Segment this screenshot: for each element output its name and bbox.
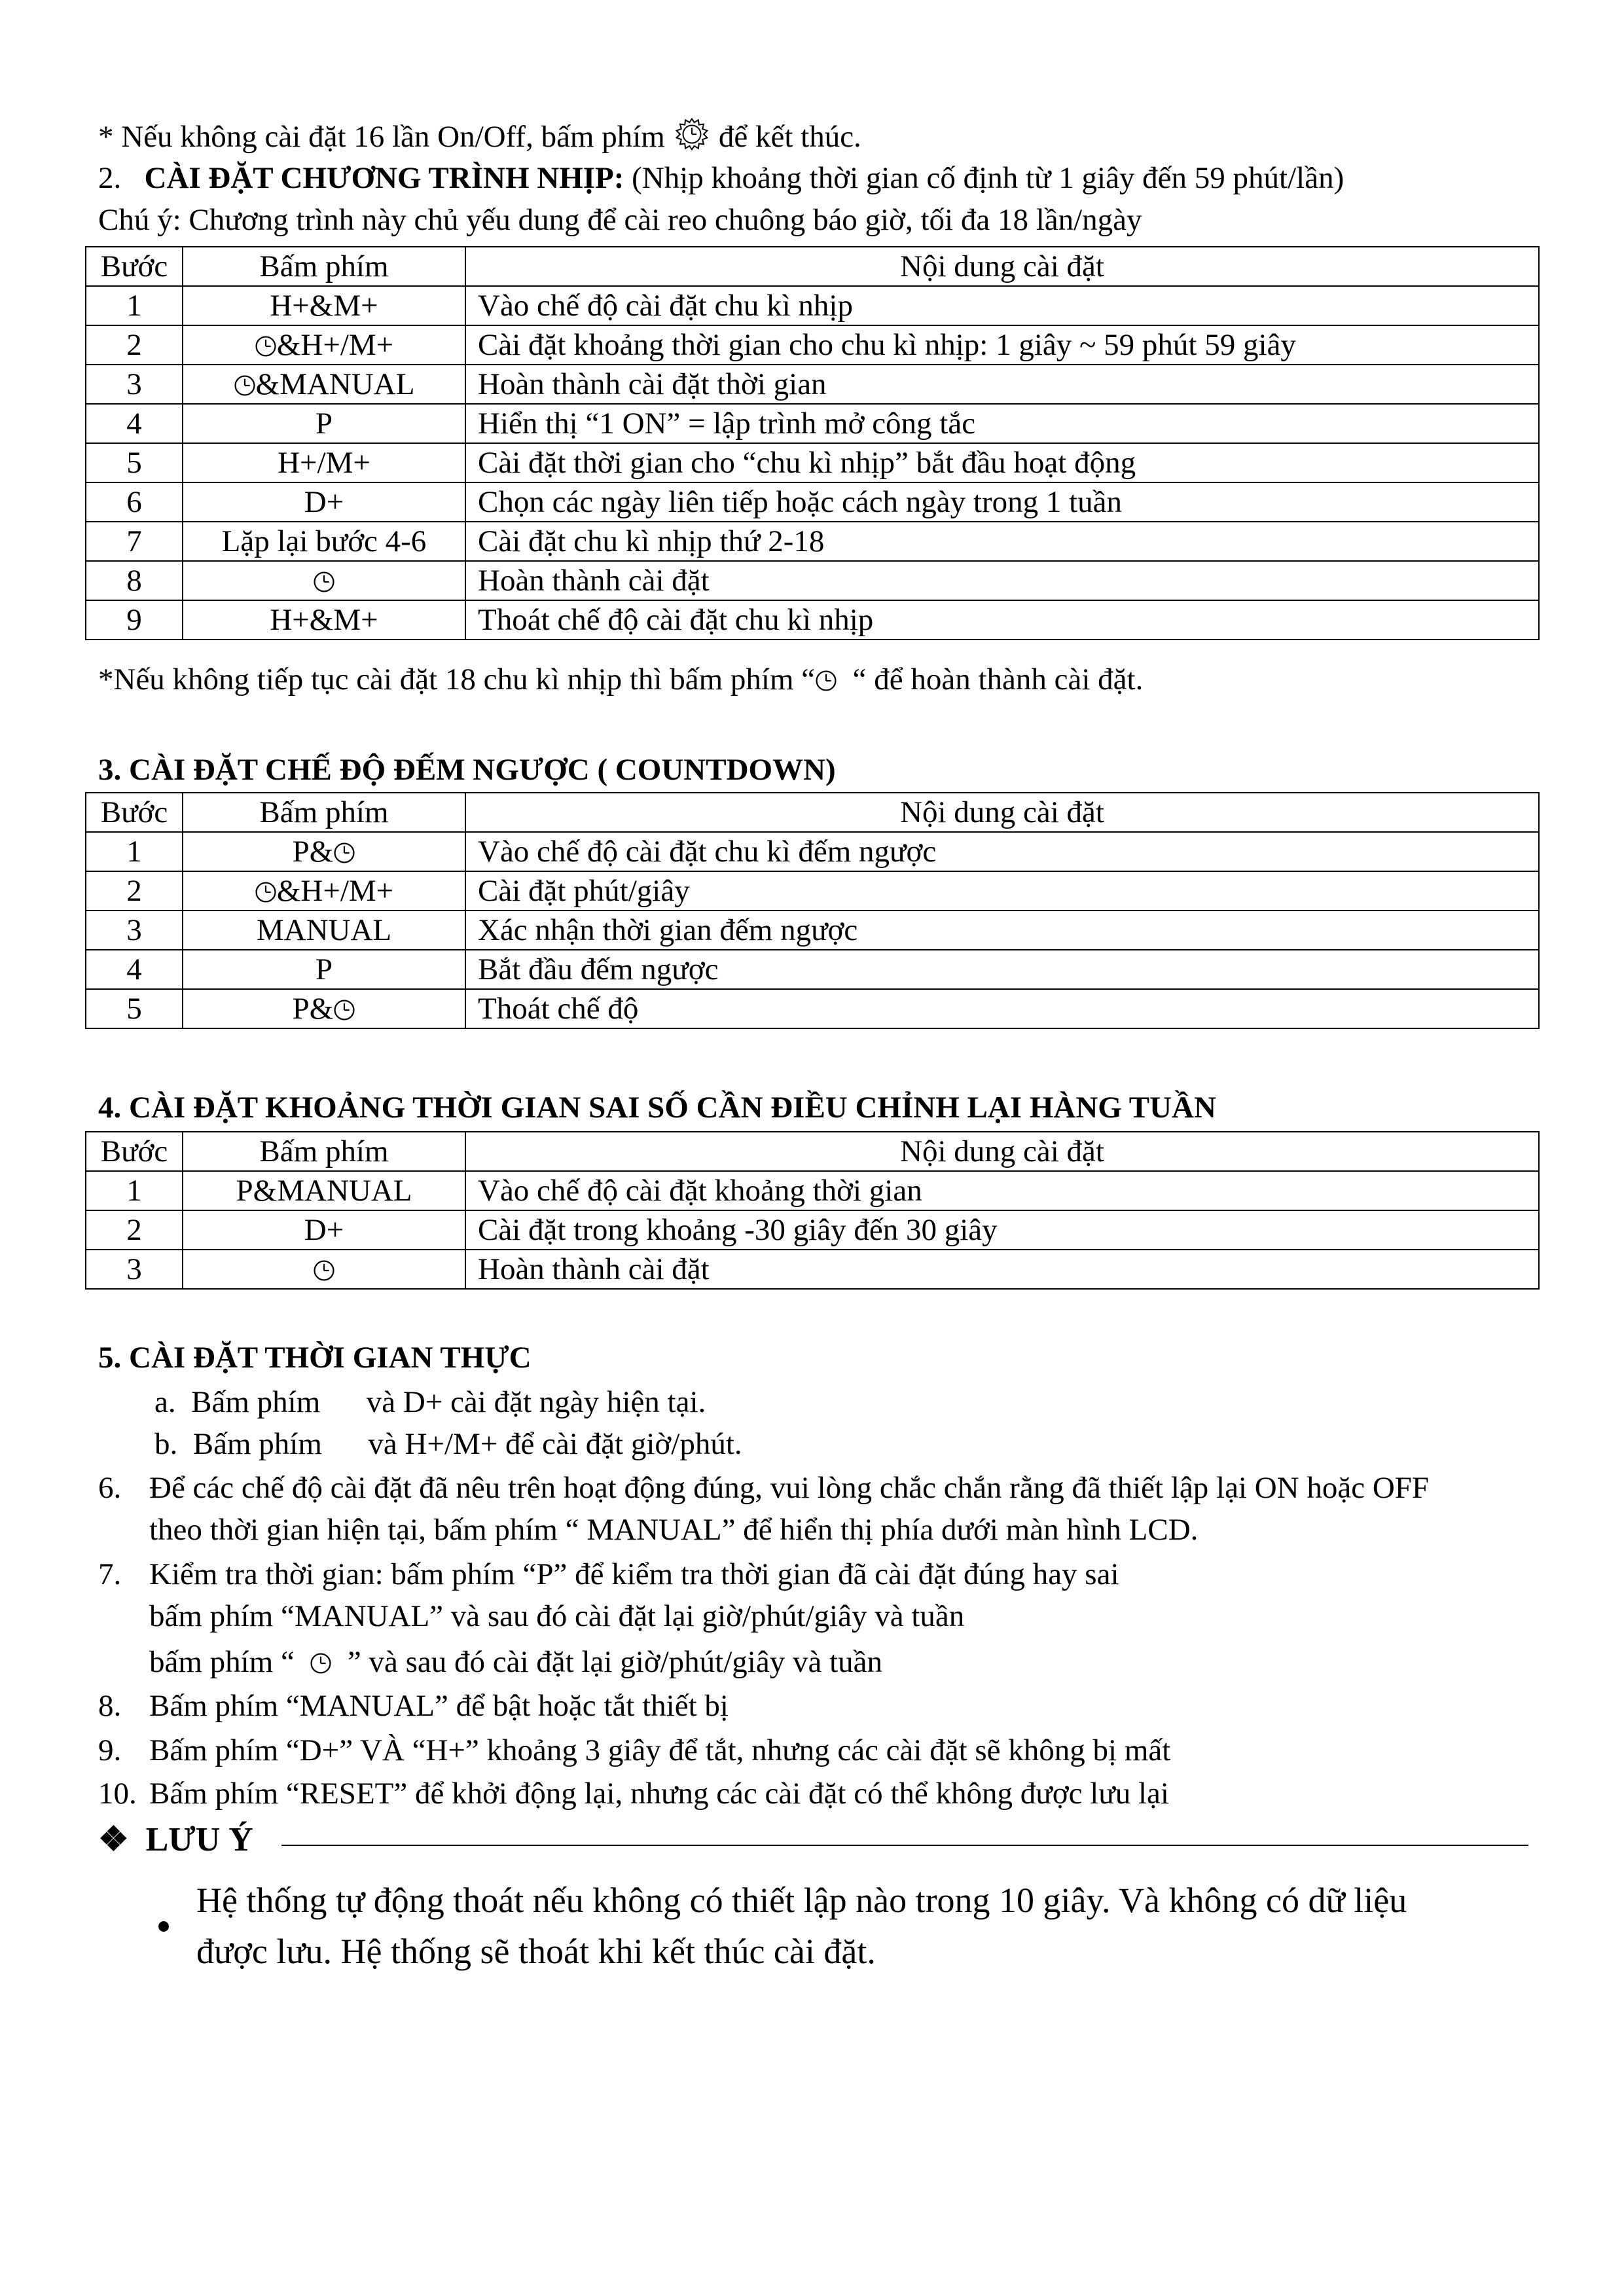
key-label: H+/M+ — [278, 446, 370, 480]
key-label: D+ — [304, 1213, 344, 1247]
clock-icon — [333, 836, 355, 858]
table-row — [86, 286, 1539, 325]
item-text1: Bấm phím — [192, 1427, 322, 1461]
section5-item-a — [154, 1382, 706, 1422]
clock-icon — [255, 329, 277, 352]
key-label: &MANUAL — [255, 367, 415, 401]
note-heading — [98, 1818, 253, 1862]
table-row — [86, 482, 1539, 522]
note-bullet-icon — [158, 1902, 169, 1942]
key-cell — [183, 365, 465, 404]
step-cell: 5 — [86, 443, 183, 482]
note-line2: được lưu. Hệ thống sẽ thoát khi kết thúc cài đặt. — [196, 1932, 876, 1971]
key-label: P — [315, 407, 333, 441]
header-content: Nội dung cài đặt — [465, 247, 1539, 286]
section2-table — [85, 246, 1540, 640]
key-label: P — [315, 952, 333, 986]
header-step: Bước — [86, 1132, 183, 1171]
table-row — [86, 911, 1539, 950]
section3-title: 3. CÀI ĐẶT CHẾ ĐỘ ĐẾM NGƯỢC ( COUNTDOWN) — [98, 753, 836, 787]
key-cell — [183, 600, 465, 640]
clock-icon — [333, 993, 355, 1015]
key-cell — [183, 989, 465, 1028]
item-10-num: 10. — [98, 1777, 137, 1811]
key-cell — [183, 950, 465, 989]
table-row — [86, 561, 1539, 600]
step-cell: 5 — [86, 989, 183, 1028]
clock-icon — [313, 565, 335, 587]
step-cell: 2 — [86, 325, 183, 365]
step-cell: 3 — [86, 911, 183, 950]
table-row — [86, 1250, 1539, 1289]
key-label: H+&M+ — [270, 289, 378, 323]
key-label: &H+/M+ — [276, 874, 394, 908]
item-8-line1: Bấm phím “MANUAL” để bật hoặc tắt thiết bị — [149, 1689, 729, 1723]
content-cell: Cài đặt thời gian cho “chu kì nhịp” bắt đầu hoạt động — [465, 443, 1539, 482]
clock-icon — [255, 875, 277, 897]
table-row — [86, 950, 1539, 989]
key-label: MANUAL — [256, 913, 392, 947]
content-cell: Hoàn thành cài đặt — [465, 1250, 1539, 1289]
clock-icon — [674, 117, 710, 152]
section2-title: CÀI ĐẶT CHƯƠNG TRÌNH NHỊP: — [144, 161, 624, 195]
section2-number: 2. — [98, 161, 122, 195]
content-cell: Cài đặt khoảng thời gian cho chu kì nhịp: 1 giây ~ 59 phút 59 giây — [465, 325, 1539, 365]
header-key: Bấm phím — [183, 247, 465, 286]
content-cell: Hoàn thành cài đặt — [465, 561, 1539, 600]
clock-icon — [310, 1645, 332, 1667]
content-cell: Vào chế độ cài đặt chu kì đếm ngược — [465, 832, 1539, 871]
section5-item-b — [154, 1424, 742, 1464]
key-label: P& — [292, 835, 334, 869]
section2-heading — [98, 158, 1344, 198]
table-row — [86, 325, 1539, 365]
table-header-row — [86, 793, 1539, 832]
key-cell — [183, 286, 465, 325]
step-cell: 3 — [86, 365, 183, 404]
table-row — [86, 522, 1539, 561]
item-10-line1: Bấm phím “RESET” để khởi động lại, nhưng các cài đặt có thể không được lưu lại — [149, 1777, 1169, 1811]
content-cell: Vào chế độ cài đặt chu kì nhịp — [465, 286, 1539, 325]
step-cell: 8 — [86, 561, 183, 600]
intro-before: * Nếu không cài đặt 16 lần On/Off, bấm phím — [98, 120, 665, 154]
note-divider — [281, 1845, 1528, 1846]
item-text2: và D+ cài đặt ngày hiện tại. — [366, 1385, 706, 1419]
content-cell: Xác nhận thời gian đếm ngược — [465, 911, 1539, 950]
note-title: LƯU Ý — [145, 1821, 253, 1858]
key-cell — [183, 522, 465, 561]
step-cell: 4 — [86, 950, 183, 989]
item-7-line2: bấm phím “MANUAL” và sau đó cài đặt lại giờ/phút/giây và tuần — [149, 1599, 965, 1633]
step-cell: 1 — [86, 286, 183, 325]
intro-after: để kết thúc. — [718, 120, 861, 154]
key-label: P&MANUAL — [236, 1174, 412, 1208]
item-6-num: 6. — [98, 1471, 122, 1505]
item-letter: b. — [154, 1427, 178, 1461]
key-label: Lặp lại bước 4-6 — [221, 524, 427, 558]
footnote-after: “ để hoàn thành cài đặt. — [852, 662, 1144, 696]
table-row — [86, 365, 1539, 404]
note-line1: Hệ thống tự động thoát nếu không có thiết lập nào trong 10 giây. Và không có dữ liệu — [196, 1881, 1407, 1920]
item7-after: ” và sau đó cài đặt lại giờ/phút/giây và tuần — [347, 1645, 882, 1679]
step-cell: 3 — [86, 1250, 183, 1289]
header-key: Bấm phím — [183, 793, 465, 832]
item-7-line3 — [149, 1642, 882, 1682]
clock-icon — [313, 1254, 335, 1276]
content-cell: Thoát chế độ — [465, 989, 1539, 1028]
content-cell: Cài đặt phút/giây — [465, 871, 1539, 911]
item7-before: bấm phím “ — [149, 1645, 295, 1679]
key-cell — [183, 443, 465, 482]
key-cell — [183, 911, 465, 950]
content-cell: Cài đặt chu kì nhịp thứ 2-18 — [465, 522, 1539, 561]
table-row — [86, 404, 1539, 443]
section2-note: Chú ý: Chương trình này chủ yếu dung để cài reo chuông báo giờ, tối đa 18 lần/ngày — [98, 203, 1142, 237]
item-letter: a. — [154, 1385, 176, 1419]
table-header-row — [86, 1132, 1539, 1171]
table-row — [86, 1210, 1539, 1250]
section2-footnote — [98, 660, 1143, 699]
section2-subtitle: (Nhịp khoảng thời gian cố định từ 1 giây đến 59 phút/lần) — [632, 161, 1344, 195]
header-content: Nội dung cài đặt — [465, 793, 1539, 832]
key-cell — [183, 1210, 465, 1250]
content-cell: Thoát chế độ cài đặt chu kì nhịp — [465, 600, 1539, 640]
key-label: D+ — [304, 485, 344, 519]
item-7-num: 7. — [98, 1557, 122, 1591]
header-key: Bấm phím — [183, 1132, 465, 1171]
item-6-line2: theo thời gian hiện tại, bấm phím “ MANUAL” để hiển thị phía dưới màn hình LCD. — [149, 1513, 1199, 1547]
key-cell — [183, 561, 465, 600]
step-cell: 6 — [86, 482, 183, 522]
item-9-line1: Bấm phím “D+” VÀ “H+” khoảng 3 giây để tắt, nhưng các cài đặt sẽ không bị mất — [149, 1733, 1171, 1767]
key-cell — [183, 832, 465, 871]
item-9-num: 9. — [98, 1733, 122, 1767]
key-label: H+&M+ — [270, 603, 378, 637]
table-row — [86, 600, 1539, 640]
table-row — [86, 443, 1539, 482]
table-row — [86, 832, 1539, 871]
step-cell: 1 — [86, 832, 183, 871]
table-row — [86, 1171, 1539, 1210]
section4-title: 4. CÀI ĐẶT KHOẢNG THỜI GIAN SAI SỐ CẦN ĐIỀU CHỈNH LẠI HÀNG TUẦN — [98, 1091, 1216, 1125]
step-cell: 2 — [86, 1210, 183, 1250]
key-cell — [183, 482, 465, 522]
clock-icon — [815, 662, 837, 685]
intro-line — [98, 117, 861, 156]
key-cell — [183, 325, 465, 365]
table-row — [86, 989, 1539, 1028]
section4-table — [85, 1131, 1540, 1290]
key-label: &H+/M+ — [276, 328, 394, 362]
table-header-row — [86, 247, 1539, 286]
section3-table — [85, 792, 1540, 1029]
header-content: Nội dung cài đặt — [465, 1132, 1539, 1171]
step-cell: 1 — [86, 1171, 183, 1210]
table-row — [86, 871, 1539, 911]
header-step: Bước — [86, 247, 183, 286]
item-text1: Bấm phím — [191, 1385, 321, 1419]
content-cell: Hoàn thành cài đặt thời gian — [465, 365, 1539, 404]
key-cell — [183, 1250, 465, 1289]
clock-icon — [234, 369, 256, 391]
footnote-before: *Nếu không tiếp tục cài đặt 18 chu kì nhịp thì bấm phím “ — [98, 662, 816, 696]
item-7-line1: Kiểm tra thời gian: bấm phím “P” để kiểm tra thời gian đã cài đặt đúng hay sai — [149, 1557, 1119, 1591]
item-8-num: 8. — [98, 1689, 122, 1723]
step-cell: 7 — [86, 522, 183, 561]
key-cell — [183, 1171, 465, 1210]
step-cell: 9 — [86, 600, 183, 640]
header-step: Bước — [86, 793, 183, 832]
content-cell: Vào chế độ cài đặt khoảng thời gian — [465, 1171, 1539, 1210]
content-cell: Cài đặt trong khoảng -30 giây đến 30 giây — [465, 1210, 1539, 1250]
key-cell — [183, 404, 465, 443]
content-cell: Bắt đầu đếm ngược — [465, 950, 1539, 989]
note-symbol-icon: ❖ — [98, 1821, 129, 1858]
item-text2: và H+/M+ để cài đặt giờ/phút. — [368, 1427, 742, 1461]
step-cell: 2 — [86, 871, 183, 911]
step-cell: 4 — [86, 404, 183, 443]
section5-title: 5. CÀI ĐẶT THỜI GIAN THỰC — [98, 1341, 532, 1375]
key-cell — [183, 871, 465, 911]
item-6-line1: Để các chế độ cài đặt đã nêu trên hoạt động đúng, vui lòng chắc chắn rằng đã thiết lập lại ON hoặc OFF — [149, 1471, 1430, 1505]
content-cell: Hiển thị “1 ON” = lập trình mở công tắc — [465, 404, 1539, 443]
key-label: P& — [292, 992, 334, 1026]
content-cell: Chọn các ngày liên tiếp hoặc cách ngày trong 1 tuần — [465, 482, 1539, 522]
